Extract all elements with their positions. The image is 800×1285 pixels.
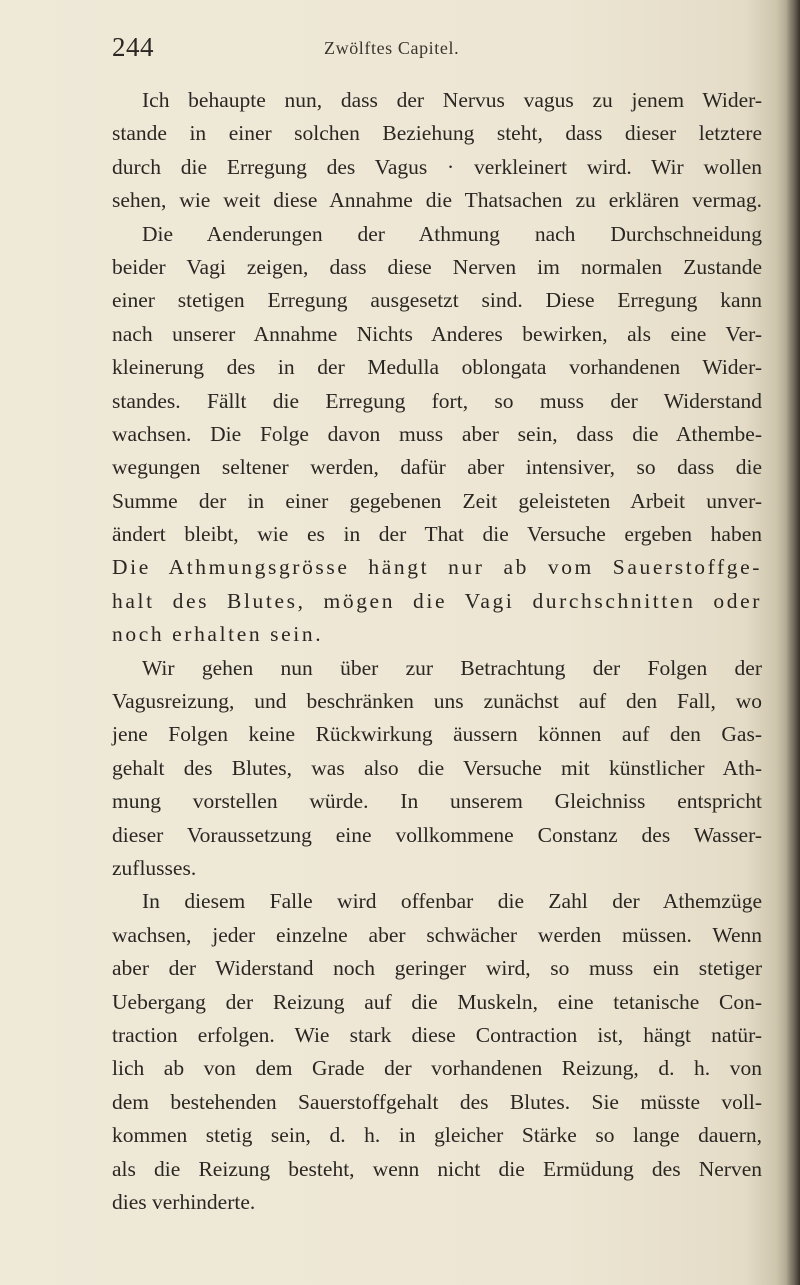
text-line: nach unserer Annahme Nichts Anderes bewirken, als eine Ver-: [112, 321, 762, 346]
text-line: Summe der in einer gegebenen Zeit geleisteten Arbeit unver-: [112, 488, 762, 513]
text-line: dies verhinderte.: [112, 1189, 256, 1214]
text-line: wegungen seltener werden, dafür aber intensiver, so dass die: [112, 455, 762, 480]
text-line: gehalt des Blutes, was also die Versuche mit künstlicher Ath-: [112, 755, 762, 780]
text-line: zuflusses.: [112, 855, 197, 880]
text-line: aber der Widerstand noch geringer wird, so muss ein stetiger: [112, 956, 762, 981]
text-line: einer stetigen Erregung ausgesetzt sind. Diese Erregung kann: [112, 288, 762, 313]
text-line: wachsen, jeder einzelne aber schwächer werden müssen. Wenn: [112, 922, 762, 947]
page-edge-shadow: [786, 0, 800, 1285]
body-text: [112, 84, 762, 1219]
text-line: Die Aenderungen der Athmung nach Durchschneidung: [142, 221, 762, 246]
text-line: mung vorstellen würde. In unserem Gleichniss entspricht: [112, 789, 762, 814]
text-line: lich ab von dem Grade der vorhandenen Reizung, d. h. von: [112, 1056, 762, 1081]
text-line: In diesem Falle wird offenbar die Zahl der Athemzüge: [142, 889, 762, 914]
text-line: ändert bleibt, wie es in der That die Versuche ergeben haben: [112, 522, 762, 547]
text-line-spaced: halt des Blutes, mögen die Vagi durchschnitten oder: [112, 588, 762, 613]
running-head: Zwölftes Capitel.: [324, 38, 460, 58]
text-line: wachsen. Die Folge davon muss aber sein, dass die Athembe-: [112, 421, 762, 446]
text-line: Uebergang der Reizung auf die Muskeln, eine tetanische Con-: [112, 989, 762, 1014]
page-header: [112, 32, 732, 72]
page-number: 244: [112, 32, 154, 62]
text-line: Wir gehen nun über zur Betrachtung der Folgen der: [142, 655, 762, 680]
text-line: Vagusreizung, und beschränken uns zunächst auf den Fall, wo: [112, 689, 762, 714]
text-line-spaced: noch erhalten sein.: [112, 622, 324, 647]
text-line: kleinerung des in der Medulla oblongata vorhandenen Wider-: [112, 355, 762, 380]
text-line: sehen, wie weit diese Annahme die Thatsachen zu erklären vermag.: [112, 188, 762, 213]
text-line-spaced: Die Athmungsgrösse hängt nur ab vom Sauerstoffge-: [112, 555, 762, 580]
text-line: dieser Voraussetzung eine vollkommene Constanz des Wasser-: [112, 822, 762, 847]
text-line: Ich behaupte nun, dass der Nervus vagus zu jenem Wider-: [142, 88, 762, 112]
text-line: dem bestehenden Sauerstoffgehalt des Blutes. Sie müsste voll-: [112, 1089, 762, 1114]
text-line: traction erfolgen. Wie stark diese Contraction ist, hängt natür-: [112, 1022, 762, 1047]
text-line: standes. Fällt die Erregung fort, so muss der Widerstand: [112, 388, 762, 413]
text-line: als die Reizung besteht, wenn nicht die Ermüdung des Nerven: [112, 1156, 762, 1181]
text-line: durch die Erregung des Vagus · verkleinert wird. Wir wollen: [112, 154, 762, 179]
text-line: beider Vagi zeigen, dass diese Nerven im normalen Zustande: [112, 254, 762, 279]
text-line: stande in einer solchen Beziehung steht, dass dieser letztere: [112, 121, 762, 146]
text-line: kommen stetig sein, d. h. in gleicher Stärke so lange dauern,: [112, 1123, 762, 1148]
text-line: jene Folgen keine Rückwirkung äussern können auf den Gas-: [112, 722, 762, 747]
